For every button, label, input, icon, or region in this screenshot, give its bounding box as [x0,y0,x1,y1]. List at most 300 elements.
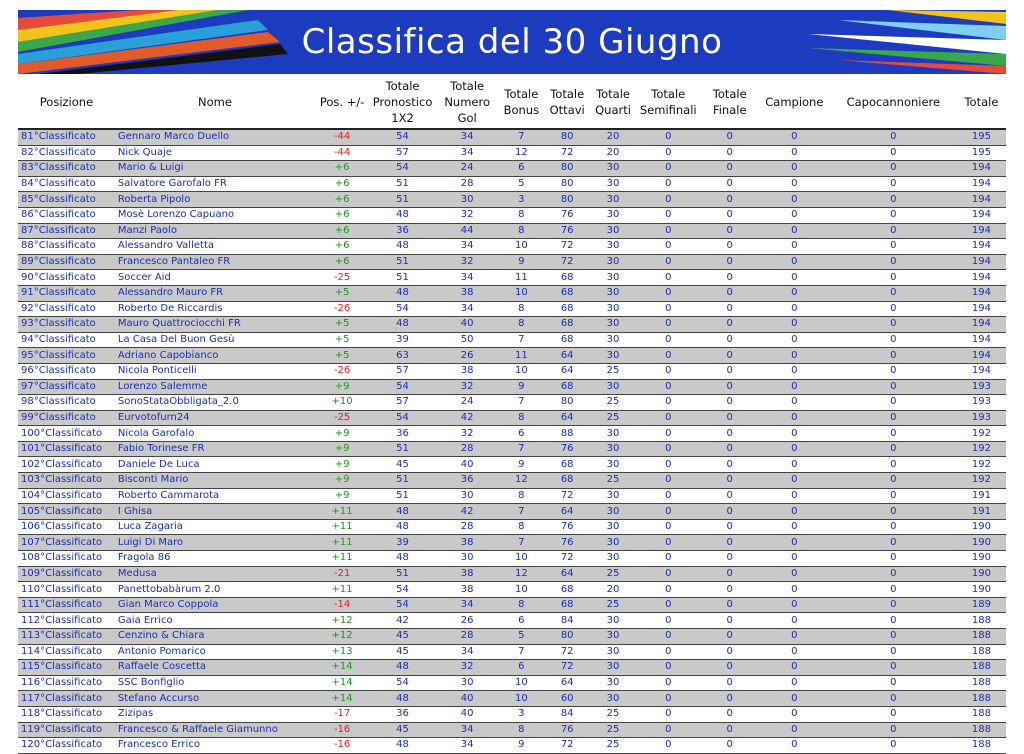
semifinali-cell: 0 [636,395,701,411]
semifinali-cell: 0 [636,301,701,317]
column-header: Totale Finale [701,76,759,129]
total-cell: 190 [957,519,1006,535]
pronostico-cell: 48 [369,504,436,520]
ottavi-cell: 64 [544,410,590,426]
table-row [18,441,1006,457]
campione-cell: 0 [759,317,830,333]
finale-cell: 0 [701,410,759,426]
finale-cell: 0 [701,192,759,208]
table-row [18,348,1006,364]
campione-cell: 0 [759,145,830,161]
finale-cell: 0 [701,504,759,520]
numero-gol-cell: 24 [436,395,499,411]
change-cell: +5 [315,348,369,364]
position-cell: 99°Classificato [18,410,115,426]
name-cell: Francesco Errico [115,738,315,754]
name-cell: Daniele De Luca [115,457,315,473]
name-cell: Nicola Ponticelli [115,363,315,379]
bonus-cell: 8 [498,207,544,223]
ottavi-cell: 72 [544,239,590,255]
ottavi-cell: 72 [544,488,590,504]
total-cell: 188 [957,613,1006,629]
pronostico-cell: 51 [369,192,436,208]
change-cell: +13 [315,644,369,660]
capocannoniere-cell: 0 [830,223,957,239]
name-cell: Roberto Cammarota [115,488,315,504]
table-row [18,426,1006,442]
numero-gol-cell: 44 [436,223,499,239]
total-cell: 194 [957,192,1006,208]
ottavi-cell: 64 [544,675,590,691]
bonus-cell: 7 [498,332,544,348]
change-cell: -44 [315,129,369,145]
bonus-cell: 5 [498,176,544,192]
semifinali-cell: 0 [636,426,701,442]
finale-cell: 0 [701,691,759,707]
ottavi-cell: 64 [544,363,590,379]
bonus-cell: 12 [498,145,544,161]
finale-cell: 0 [701,582,759,598]
quarti-cell: 30 [590,613,636,629]
position-cell: 111°Classificato [18,597,115,613]
name-cell: Nicola Garofalo [115,426,315,442]
semifinali-cell: 0 [636,691,701,707]
quarti-cell: 30 [590,675,636,691]
semifinali-cell: 0 [636,504,701,520]
campione-cell: 0 [759,270,830,286]
pronostico-cell: 36 [369,426,436,442]
name-cell: Roberto De Riccardis [115,301,315,317]
campione-cell: 0 [759,613,830,629]
table-row [18,270,1006,286]
change-cell: +9 [315,441,369,457]
semifinali-cell: 0 [636,223,701,239]
numero-gol-cell: 32 [436,660,499,676]
finale-cell: 0 [701,426,759,442]
total-cell: 194 [957,332,1006,348]
capocannoniere-cell: 0 [830,675,957,691]
ottavi-cell: 72 [544,145,590,161]
total-cell: 190 [957,566,1006,582]
position-cell: 104°Classificato [18,488,115,504]
quarti-cell: 25 [590,395,636,411]
change-cell: +11 [315,535,369,551]
finale-cell: 0 [701,239,759,255]
change-cell: +6 [315,239,369,255]
finale-cell: 0 [701,644,759,660]
table-row [18,519,1006,535]
bonus-cell: 10 [498,691,544,707]
pronostico-cell: 54 [369,675,436,691]
capocannoniere-cell: 0 [830,239,957,255]
capocannoniere-cell: 0 [830,379,957,395]
name-cell: Zizipas [115,706,315,722]
change-cell: +12 [315,629,369,645]
total-cell: 193 [957,410,1006,426]
pronostico-cell: 54 [369,582,436,598]
finale-cell: 0 [701,161,759,177]
numero-gol-cell: 34 [436,129,499,145]
quarti-cell: 30 [590,301,636,317]
campione-cell: 0 [759,473,830,489]
semifinali-cell: 0 [636,270,701,286]
numero-gol-cell: 38 [436,535,499,551]
bonus-cell: 6 [498,613,544,629]
name-cell: Adriano Capobianco [115,348,315,364]
position-cell: 89°Classificato [18,254,115,270]
quarti-cell: 30 [590,660,636,676]
quarti-cell: 25 [590,706,636,722]
bonus-cell: 11 [498,348,544,364]
position-cell: 118°Classificato [18,706,115,722]
pronostico-cell: 45 [369,722,436,738]
pronostico-cell: 48 [369,285,436,301]
position-cell: 114°Classificato [18,644,115,660]
finale-cell: 0 [701,722,759,738]
campione-cell: 0 [759,457,830,473]
position-cell: 88°Classificato [18,239,115,255]
total-cell: 188 [957,675,1006,691]
total-cell: 194 [957,223,1006,239]
column-header: Campione [759,76,830,129]
finale-cell: 0 [701,738,759,754]
change-cell: +9 [315,426,369,442]
pronostico-cell: 45 [369,644,436,660]
ottavi-cell: 68 [544,301,590,317]
finale-cell: 0 [701,223,759,239]
finale-cell: 0 [701,301,759,317]
campione-cell: 0 [759,629,830,645]
quarti-cell: 30 [590,348,636,364]
position-cell: 102°Classificato [18,457,115,473]
semifinali-cell: 0 [636,566,701,582]
quarti-cell: 25 [590,566,636,582]
capocannoniere-cell: 0 [830,129,957,145]
total-cell: 192 [957,457,1006,473]
numero-gol-cell: 34 [436,301,499,317]
pronostico-cell: 42 [369,613,436,629]
bonus-cell: 9 [498,738,544,754]
semifinali-cell: 0 [636,457,701,473]
capocannoniere-cell: 0 [830,597,957,613]
ottavi-cell: 80 [544,176,590,192]
capocannoniere-cell: 0 [830,317,957,333]
column-header: Totale Numero Gol [436,76,499,129]
semifinali-cell: 0 [636,644,701,660]
name-cell: Luigi Di Maro [115,535,315,551]
table-row [18,551,1006,567]
finale-cell: 0 [701,317,759,333]
ottavi-cell: 80 [544,161,590,177]
change-cell: -21 [315,566,369,582]
column-header: Pos. +/- [315,76,369,129]
name-cell: Francesco & Raffaele Giamunno [115,722,315,738]
total-cell: 194 [957,348,1006,364]
campione-cell: 0 [759,129,830,145]
bonus-cell: 8 [498,488,544,504]
campione-cell: 0 [759,192,830,208]
quarti-cell: 20 [590,129,636,145]
bonus-cell: 10 [498,551,544,567]
position-cell: 108°Classificato [18,551,115,567]
capocannoniere-cell: 0 [830,207,957,223]
ottavi-cell: 60 [544,691,590,707]
total-cell: 190 [957,582,1006,598]
ottavi-cell: 72 [544,644,590,660]
campione-cell: 0 [759,285,830,301]
ottavi-cell: 80 [544,192,590,208]
column-header: Capocannoniere [830,76,957,129]
campione-cell: 0 [759,597,830,613]
campione-cell: 0 [759,239,830,255]
total-cell: 193 [957,379,1006,395]
numero-gol-cell: 38 [436,582,499,598]
capocannoniere-cell: 0 [830,410,957,426]
name-cell: La Casa Del Buon Gesù [115,332,315,348]
capocannoniere-cell: 0 [830,613,957,629]
standings-table [18,76,1006,754]
finale-cell: 0 [701,457,759,473]
change-cell: +6 [315,223,369,239]
column-header: Totale [957,76,1006,129]
capocannoniere-cell: 0 [830,332,957,348]
table-row [18,301,1006,317]
finale-cell: 0 [701,551,759,567]
campione-cell: 0 [759,551,830,567]
pronostico-cell: 51 [369,270,436,286]
campione-cell: 0 [759,488,830,504]
position-cell: 92°Classificato [18,301,115,317]
quarti-cell: 30 [590,192,636,208]
name-cell: Mosè Lorenzo Capuano [115,207,315,223]
semifinali-cell: 0 [636,706,701,722]
pronostico-cell: 48 [369,239,436,255]
position-cell: 98°Classificato [18,395,115,411]
position-cell: 117°Classificato [18,691,115,707]
ottavi-cell: 68 [544,597,590,613]
numero-gol-cell: 32 [436,379,499,395]
quarti-cell: 30 [590,239,636,255]
position-cell: 101°Classificato [18,441,115,457]
ottavi-cell: 84 [544,613,590,629]
ottavi-cell: 68 [544,285,590,301]
pronostico-cell: 54 [369,161,436,177]
header-banner [18,10,1006,74]
pronostico-cell: 51 [369,473,436,489]
position-cell: 109°Classificato [18,566,115,582]
position-cell: 112°Classificato [18,613,115,629]
position-cell: 84°Classificato [18,176,115,192]
finale-cell: 0 [701,629,759,645]
semifinali-cell: 0 [636,176,701,192]
column-header: Totale Semifinali [636,76,701,129]
campione-cell: 0 [759,379,830,395]
total-cell: 193 [957,395,1006,411]
bonus-cell: 7 [498,644,544,660]
ottavi-cell: 72 [544,738,590,754]
campione-cell: 0 [759,426,830,442]
bonus-cell: 9 [498,457,544,473]
quarti-cell: 30 [590,379,636,395]
pronostico-cell: 48 [369,551,436,567]
name-cell: Soccer Aid [115,270,315,286]
pronostico-cell: 48 [369,317,436,333]
column-header: Totale Pronostico 1X2 [369,76,436,129]
change-cell: +11 [315,551,369,567]
quarti-cell: 30 [590,332,636,348]
quarti-cell: 25 [590,738,636,754]
semifinali-cell: 0 [636,488,701,504]
change-cell: -16 [315,738,369,754]
table-row [18,317,1006,333]
semifinali-cell: 0 [636,597,701,613]
ottavi-cell: 72 [544,551,590,567]
total-cell: 188 [957,706,1006,722]
table-row [18,582,1006,598]
name-cell: I Ghisa [115,504,315,520]
name-cell: Panettobabàrum 2.0 [115,582,315,598]
semifinali-cell: 0 [636,254,701,270]
campione-cell: 0 [759,519,830,535]
quarti-cell: 30 [590,441,636,457]
semifinali-cell: 0 [636,738,701,754]
total-cell: 194 [957,161,1006,177]
quarti-cell: 25 [590,597,636,613]
change-cell: -25 [315,270,369,286]
bonus-cell: 8 [498,722,544,738]
semifinali-cell: 0 [636,551,701,567]
ottavi-cell: 64 [544,348,590,364]
name-cell: Mauro Quattrociocchi FR [115,317,315,333]
position-cell: 90°Classificato [18,270,115,286]
campione-cell: 0 [759,348,830,364]
bonus-cell: 12 [498,473,544,489]
campione-cell: 0 [759,582,830,598]
name-cell: Raffaele Coscetta [115,660,315,676]
table-row [18,473,1006,489]
numero-gol-cell: 30 [436,675,499,691]
capocannoniere-cell: 0 [830,192,957,208]
total-cell: 188 [957,629,1006,645]
quarti-cell: 30 [590,488,636,504]
column-header: Totale Bonus [498,76,544,129]
change-cell: +5 [315,285,369,301]
bonus-cell: 6 [498,161,544,177]
total-cell: 188 [957,738,1006,754]
campione-cell: 0 [759,176,830,192]
table-row [18,613,1006,629]
change-cell: +6 [315,176,369,192]
finale-cell: 0 [701,473,759,489]
quarti-cell: 30 [590,270,636,286]
capocannoniere-cell: 0 [830,629,957,645]
capocannoniere-cell: 0 [830,457,957,473]
position-cell: 116°Classificato [18,675,115,691]
change-cell: -16 [315,722,369,738]
numero-gol-cell: 28 [436,176,499,192]
table-row [18,706,1006,722]
pronostico-cell: 36 [369,706,436,722]
column-header: Posizione [18,76,115,129]
table-row [18,239,1006,255]
name-cell: Alessandro Valletta [115,239,315,255]
change-cell: +9 [315,457,369,473]
semifinali-cell: 0 [636,348,701,364]
bonus-cell: 3 [498,706,544,722]
table-row [18,691,1006,707]
quarti-cell: 30 [590,223,636,239]
bonus-cell: 10 [498,363,544,379]
change-cell: +14 [315,660,369,676]
capocannoniere-cell: 0 [830,426,957,442]
campione-cell: 0 [759,660,830,676]
capocannoniere-cell: 0 [830,176,957,192]
ottavi-cell: 68 [544,317,590,333]
total-cell: 195 [957,145,1006,161]
quarti-cell: 30 [590,519,636,535]
name-cell: Fabio Torinese FR [115,441,315,457]
pronostico-cell: 51 [369,441,436,457]
position-cell: 100°Classificato [18,426,115,442]
numero-gol-cell: 40 [436,457,499,473]
numero-gol-cell: 50 [436,332,499,348]
finale-cell: 0 [701,129,759,145]
position-cell: 95°Classificato [18,348,115,364]
pronostico-cell: 54 [369,129,436,145]
table-row [18,145,1006,161]
change-cell: +5 [315,317,369,333]
position-cell: 97°Classificato [18,379,115,395]
finale-cell: 0 [701,488,759,504]
column-header: Nome [115,76,315,129]
position-cell: 119°Classificato [18,722,115,738]
semifinali-cell: 0 [636,285,701,301]
bonus-cell: 10 [498,582,544,598]
semifinali-cell: 0 [636,145,701,161]
quarti-cell: 30 [590,644,636,660]
total-cell: 194 [957,239,1006,255]
total-cell: 194 [957,317,1006,333]
semifinali-cell: 0 [636,379,701,395]
total-cell: 188 [957,722,1006,738]
quarti-cell: 30 [590,285,636,301]
quarti-cell: 30 [590,691,636,707]
quarti-cell: 30 [590,317,636,333]
position-cell: 94°Classificato [18,332,115,348]
total-cell: 192 [957,426,1006,442]
capocannoniere-cell: 0 [830,441,957,457]
numero-gol-cell: 38 [436,363,499,379]
change-cell: +9 [315,379,369,395]
numero-gol-cell: 42 [436,504,499,520]
position-cell: 87°Classificato [18,223,115,239]
name-cell: Roberta Pipolo [115,192,315,208]
capocannoniere-cell: 0 [830,566,957,582]
position-cell: 91°Classificato [18,285,115,301]
campione-cell: 0 [759,722,830,738]
pronostico-cell: 57 [369,145,436,161]
quarti-cell: 30 [590,176,636,192]
ottavi-cell: 64 [544,504,590,520]
capocannoniere-cell: 0 [830,301,957,317]
bonus-cell: 9 [498,379,544,395]
bonus-cell: 12 [498,566,544,582]
change-cell: +10 [315,395,369,411]
finale-cell: 0 [701,332,759,348]
finale-cell: 0 [701,348,759,364]
numero-gol-cell: 34 [436,644,499,660]
bonus-cell: 7 [498,504,544,520]
